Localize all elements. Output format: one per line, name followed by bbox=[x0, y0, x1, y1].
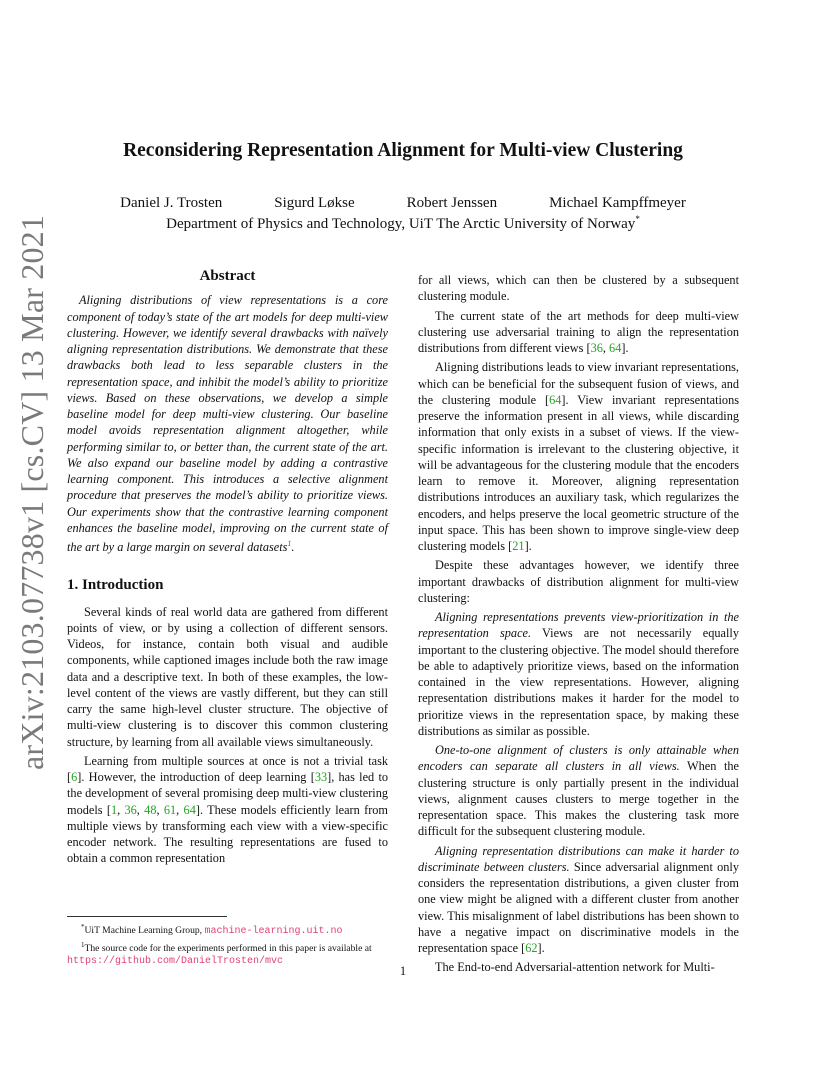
body-paragraph: Despite these advantages however, we identify three important drawbacks of distribution alignment for multi-view clustering: bbox=[418, 558, 739, 605]
body-text: Views are not necessarily equally important to the clustering objective. The model should therefore be able to adaptively prioritize views, based on the information contained in the view representations. However, aligning representation distributions makes it harder for the model to prioritize views in the representation space, by making these distributions as similar as possible. bbox=[418, 626, 739, 738]
intro-text: ]. However, the introduction of deep learning [ bbox=[77, 770, 315, 785]
body-paragraph: for all views, which can then be clustered by a subsequent clustering module. bbox=[418, 273, 739, 304]
footnote-link[interactable]: https://github.com/DanielTrosten/mvc bbox=[67, 956, 284, 968]
body-paragraph bbox=[418, 843, 739, 957]
paragraph-lead: Aligning representations prevents view-prioritization in the representation space. bbox=[418, 610, 739, 641]
citation-link[interactable]: 1 bbox=[110, 802, 118, 817]
body-text: ]. View invariant representations preserve the information present in all views, while discarding information that only exists in a subset of views. If the view-specific information is irrelevant to the clustering objective, it will be advantageous for the clustering module that the encoders learn to remove it. Moreover, aligning representation distributions introduces an auxiliary task, which regularizes the encoders, and helps preserve the local geometric structure of the input space. This has been shown to improve single-view deep clustering models [ bbox=[418, 392, 739, 553]
author-list bbox=[0, 195, 806, 212]
citation-link[interactable]: 64 bbox=[549, 392, 562, 407]
abstract-body: Aligning distributions of view representations is a core component of today’s state of the art models for deep multi-view clustering. However, we identify several drawbacks with naïvely aligning representation distributions. We demonstrate that these drawbacks both lead to less separable clusters in the representation space, and inhibit the model’s ability to prioritize views. Based on these observations, we develop a simple baseline model for deep multi-view clustering. Our baseline model avoids representation alignment altogether, while performing similar to, or better than, the current state of the art. We also expand our baseline model by adding a contrastive learning component. This introduces a selective alignment procedure that preserves the model’s ability to prioritize views. Our experiments show that the contrastive learning component enhances the baseline model, improving on the current state of the art by a large margin on several datasets$^1$. bbox=[67, 293, 388, 555]
body-paragraph bbox=[418, 609, 739, 739]
citation-link[interactable]: 62 bbox=[525, 941, 538, 955]
citation-link[interactable]: 48 bbox=[144, 802, 157, 817]
intro-text: ], has led to the development of several promising deep multi-view clustering models [ bbox=[67, 770, 389, 817]
footnote-ref[interactable]: 1 bbox=[287, 539, 292, 548]
paragraph-lead: Aligning representation distributions can make it harder to discriminate between clusters. bbox=[418, 843, 739, 874]
abstract-heading: Abstract bbox=[199, 268, 256, 284]
citation-link[interactable]: 33 bbox=[314, 770, 328, 785]
footnote-text: UiT Machine Learning Group, bbox=[84, 925, 205, 937]
abstract-text: Aligning distributions of view representations is a core component of today’s state of the art models for deep multi-view clustering. However, we identify several drawbacks with naïvely aligning representation distributions. We demonstrate that these drawbacks both lead to less separable clusters in the representation space, and inhibit the model’s ability to prioritize views. Based on these observations, we develop a simple baseline model for deep multi-view clustering. Our baseline model avoids representation alignment altogether, while performing similar to, or better than, the current state of the art. We also expand our baseline model by adding a contrastive learning component. This introduces a selective alignment procedure that preserves the model’s ability to prioritize views. Our experiments show that the contrastive learning component enhances the baseline model, improving on the current state of the art by a large margin on several datasets bbox=[67, 293, 388, 555]
section-heading-introduction: 1. Introduction bbox=[67, 577, 164, 594]
footnote-link[interactable]: machine-learning.uit.no bbox=[204, 926, 343, 938]
paper-title: Reconsidering Representation Alignment for Multi-view Clustering bbox=[123, 140, 683, 161]
footnote-text: The source code for the experiments performed in this paper is available at bbox=[84, 942, 372, 954]
body-text: Aligning distributions leads to view invariant representations, which can be beneficial for the subsequent fusion of views, and the clustering module [ bbox=[418, 360, 739, 407]
body-paragraph: The current state of the art methods for deep multi-view clustering use adversarial training to align the representation distributions from different views [36, 64]. bbox=[418, 308, 739, 355]
body-paragraph: The End-to-end Adversarial-attention network for Multi- bbox=[435, 960, 715, 975]
citation-link[interactable]: 36 bbox=[124, 802, 137, 817]
footnote-mark: * bbox=[81, 923, 85, 931]
intro-paragraph: Learning from multiple sources at once is not a trivial task [6]. However, the introduction of deep learning [33], has led to the development of several promising deep multi-view clustering models [1, 36, 48, 61, 64]. These models efficiently learn from multiple views by transforming each view with a view-specific encoder network. The resulting representations are fused to obtain a common representation bbox=[67, 753, 389, 866]
author-name: Robert Jenssen bbox=[406, 195, 498, 211]
body-text: The current state of the art methods for deep multi-view clustering use adversarial training to align the representation distributions from different views [ bbox=[418, 308, 739, 355]
left-column bbox=[67, 268, 388, 867]
footnotes bbox=[67, 916, 388, 969]
intro-paragraph: Several kinds of real world data are gathered from different points of view, or by using a collection of different sensors. Videos, for instance, contain both visual and audible components, while captioned images include both the raw image data and a descriptive text. In both of these examples, the low-level content of the views are vastly different, but they can still carry the same high-level cluster structure. The objective of multi-view clustering is to discover this common clustering structure, by learning from all available views simultaneously. bbox=[67, 604, 388, 749]
paragraph-lead: One-to-one alignment of clusters is only attainable when encoders can separate all clusters in all views. bbox=[418, 743, 739, 774]
author-name: Daniel J. Trosten bbox=[120, 195, 223, 211]
body-text: ]. bbox=[621, 341, 629, 355]
citation-link[interactable]: 64 bbox=[183, 802, 196, 817]
body-text: ]. bbox=[524, 539, 532, 553]
body-text: When the clustering structure is only partially present in the individual views, alignment causes clusters to merge together in the representation space. This makes the clustering task more difficult for the subsequent clustering module. bbox=[418, 759, 739, 839]
page-number: 1 bbox=[399, 964, 407, 978]
citation-link[interactable]: 36 bbox=[590, 341, 603, 355]
body-text: Since adversarial alignment only considers the representation distributions, a given cluster from one view might be aligned with a different cluster from another view. This misalignment of label distributions has been shown to have a negative impact on discriminative models in the representation space [ bbox=[418, 859, 740, 955]
arxiv-identifier-stamp: arXiv:2103.07738v1 [cs.CV] 13 Mar 2021 bbox=[14, 214, 50, 770]
affiliation-footnote-mark: * bbox=[635, 214, 640, 224]
intro-text: Learning from multiple sources at once is not a trivial task [ bbox=[67, 753, 388, 785]
citation-link[interactable]: 64 bbox=[609, 341, 622, 355]
affiliation-text: Department of Physics and Technology, UiT The Arctic University of Norway bbox=[166, 216, 636, 232]
citation-link[interactable]: 61 bbox=[163, 802, 177, 817]
citation-link[interactable]: 21 bbox=[512, 539, 525, 553]
affiliation bbox=[0, 214, 806, 233]
body-text: ]. bbox=[537, 941, 545, 955]
right-column bbox=[418, 272, 739, 976]
body-paragraph bbox=[418, 742, 739, 840]
citation-link[interactable]: 6 bbox=[71, 770, 78, 785]
body-paragraph bbox=[418, 359, 739, 554]
footnote-mark: 1 bbox=[81, 940, 85, 949]
author-name: Sigurd Løkse bbox=[274, 195, 355, 211]
footnote-rule bbox=[67, 916, 227, 917]
footnote-affiliation bbox=[67, 921, 388, 939]
intro-text: ]. These models efficiently learn from multiple views by transforming each view with a view-specific encoder network. The resulting representations are fused to obtain a common representation bbox=[67, 802, 388, 866]
author-name: Michael Kampffmeyer bbox=[549, 195, 686, 211]
